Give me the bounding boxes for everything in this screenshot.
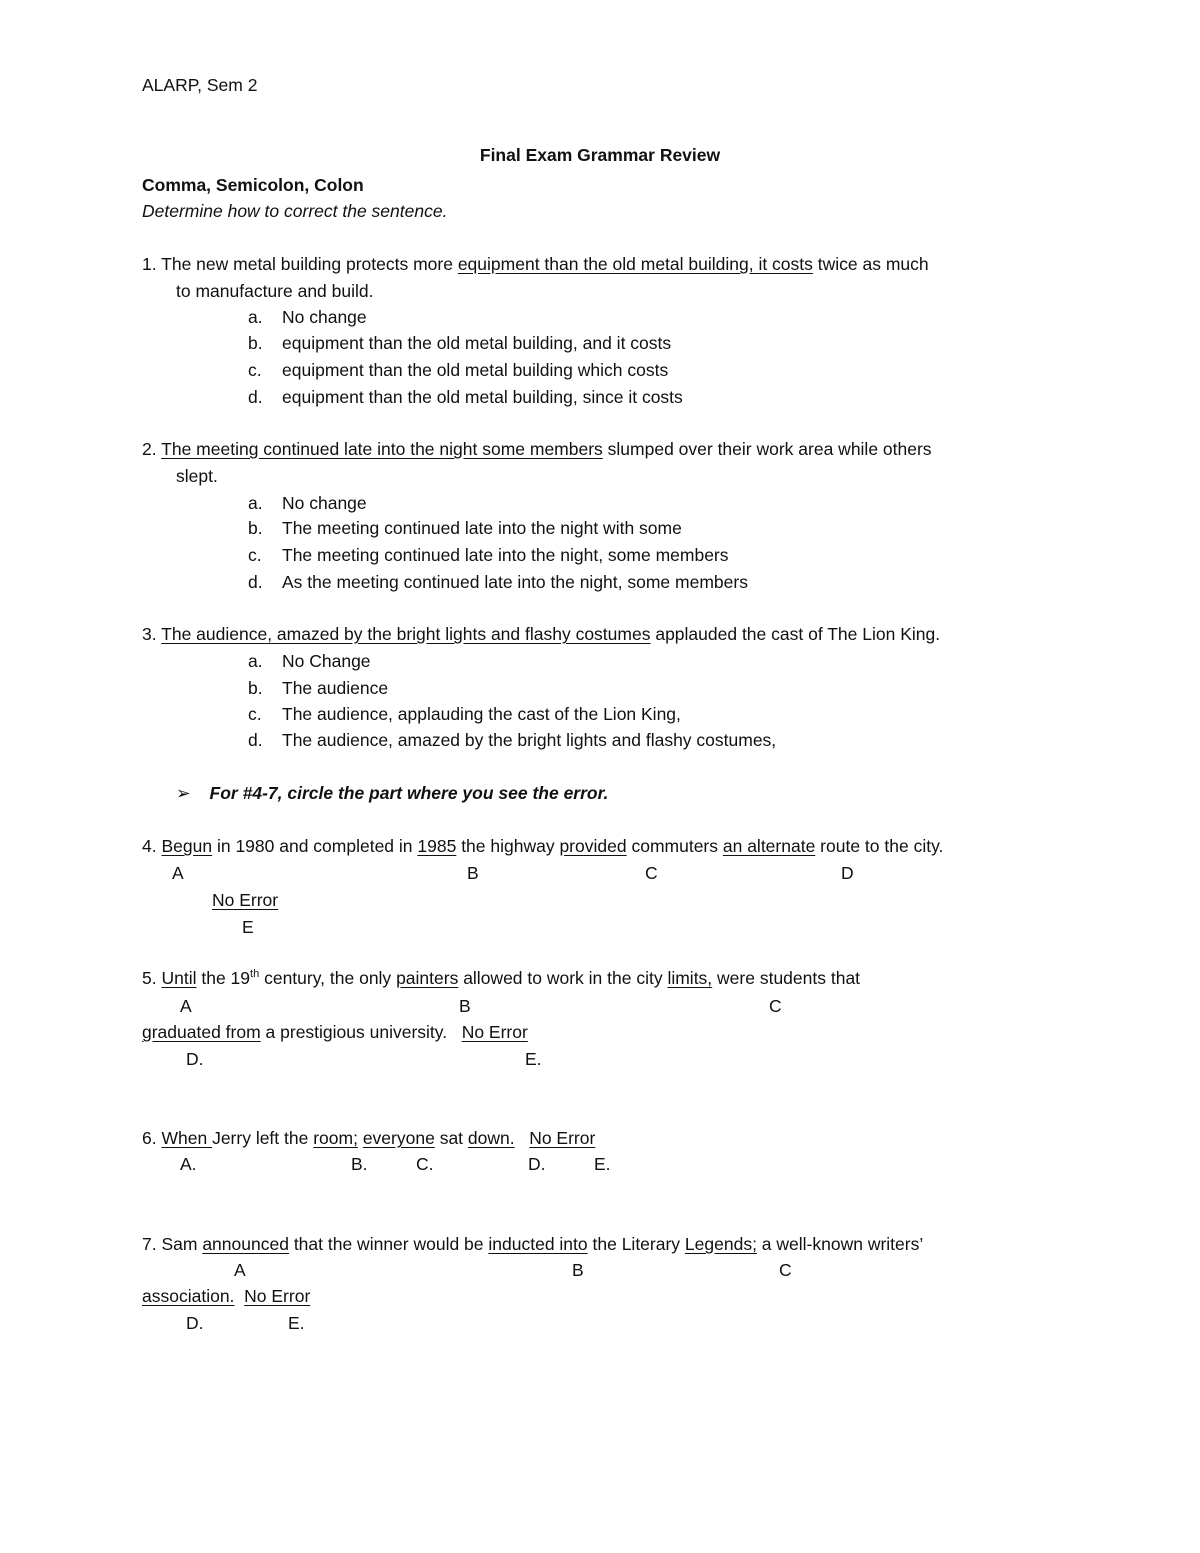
choice-d-segment[interactable]: down. — [467, 1128, 515, 1148]
choice-label-c: C — [645, 863, 658, 883]
choice-label-d: D — [841, 863, 854, 883]
question-text: century, the only — [259, 968, 397, 988]
question-text: allowed to work in the city — [458, 968, 668, 988]
choice-label-d: D. — [186, 1313, 204, 1333]
choice-label-c: C. — [416, 1154, 434, 1174]
choice-e-no-error[interactable]: No Error — [461, 1022, 528, 1042]
choice-label-c: C — [769, 996, 782, 1016]
question-text: a well-known writers’ — [756, 1234, 924, 1254]
option-letter: a. — [248, 307, 263, 327]
question-number: 2. — [142, 439, 157, 459]
option-letter: d. — [248, 572, 263, 592]
underlined-segment: The meeting continued late into the night some members — [161, 439, 603, 459]
question-text: that the winner would be — [288, 1234, 489, 1254]
course-header: ALARP, Sem 2 — [142, 75, 258, 95]
choice-label-b: B. — [351, 1154, 368, 1174]
question-6-stem — [142, 1130, 595, 1148]
question-2-stem — [142, 441, 932, 459]
option-text: equipment than the old metal building which costs — [282, 360, 669, 380]
choice-d-segment[interactable]: graduated from — [142, 1022, 261, 1042]
choice-a-segment[interactable]: announced — [202, 1234, 289, 1254]
question-5-stem — [142, 970, 860, 988]
section-heading: Comma, Semicolon, Colon — [142, 175, 364, 195]
choice-label-a: A — [180, 996, 192, 1016]
option-text: No Change — [282, 651, 371, 671]
choice-label-b: B — [459, 996, 471, 1016]
choice-b-segment[interactable]: room; — [313, 1128, 358, 1148]
question-number: 1. — [142, 254, 157, 274]
question-text: Jerry left the — [212, 1128, 314, 1148]
option-text: The audience — [282, 678, 389, 698]
option-letter: b. — [248, 678, 263, 698]
option-text: The audience, amazed by the bright lights and flashy costumes, — [282, 730, 777, 750]
choice-label-d: D. — [528, 1154, 546, 1174]
question-text: the 19 — [196, 968, 251, 988]
question-text: route to the city. — [815, 836, 944, 856]
page-title: Final Exam Grammar Review — [479, 145, 721, 165]
question-text: twice as much — [812, 254, 929, 274]
question-number: 6. — [142, 1128, 157, 1148]
question-7-line2 — [142, 1288, 310, 1306]
option-text: No change — [282, 307, 367, 327]
question-4-stem — [142, 838, 943, 856]
question-text: slumped over their work area while others — [602, 439, 932, 459]
question-text: in 1980 and completed in — [212, 836, 418, 856]
underlined-segment: The audience, amazed by the bright lights and flashy costumes — [161, 624, 651, 644]
underlined-segment: equipment than the old metal building, it costs — [457, 254, 813, 274]
instruction-note — [176, 785, 608, 803]
choice-a-segment[interactable]: When — [161, 1128, 213, 1148]
option-letter: d. — [248, 730, 263, 750]
option-letter: b. — [248, 518, 263, 538]
question-number: 5. — [142, 968, 157, 988]
question-1-line2: to manufacture and build. — [176, 281, 374, 301]
choice-label-a: A — [234, 1260, 246, 1280]
choice-b-segment[interactable]: painters — [396, 968, 459, 988]
choice-a-segment[interactable]: Until — [161, 968, 197, 988]
choice-c-segment[interactable]: provided — [559, 836, 627, 856]
question-text: were students that — [712, 968, 861, 988]
question-text: commuters — [626, 836, 723, 856]
question-text: a prestigious university. — [260, 1022, 462, 1042]
choice-c-segment[interactable]: Legends; — [684, 1234, 757, 1254]
choice-label-d: D. — [186, 1049, 204, 1069]
choice-label-e: E — [242, 917, 254, 937]
option-text: The audience, applauding the cast of the Lion King, — [282, 704, 681, 724]
option-text: The meeting continued late into the night with some — [282, 518, 682, 538]
question-1-stem — [142, 256, 929, 274]
choice-d-segment[interactable]: an alternate — [722, 836, 816, 856]
option-text: No change — [282, 493, 367, 513]
choice-e-no-error[interactable]: No Error — [529, 1128, 596, 1148]
arrow-bullet-icon: ➢ — [176, 783, 191, 803]
question-text: Sam — [156, 1234, 203, 1254]
question-2-line2: slept. — [176, 466, 218, 486]
question-text: applauded the cast of The Lion King. — [650, 624, 941, 644]
option-letter: c. — [248, 704, 262, 724]
option-text: As the meeting continued late into the night, some members — [282, 572, 748, 592]
option-letter: c. — [248, 545, 262, 565]
question-7-stem — [142, 1236, 923, 1254]
choice-label-b: B — [467, 863, 479, 883]
choice-a-segment[interactable]: Begun — [161, 836, 213, 856]
question-text — [234, 1286, 244, 1306]
choice-b-segment[interactable]: inducted into — [488, 1234, 588, 1254]
choice-e-no-error[interactable]: No Error — [212, 890, 279, 910]
question-5-line2 — [142, 1024, 528, 1042]
note-text: For #4-7, circle the part where you see the error. — [209, 783, 609, 803]
superscript: th — [250, 968, 260, 980]
choice-label-e: E. — [594, 1154, 611, 1174]
question-number: 7. — [142, 1234, 157, 1254]
choice-label-e: E. — [525, 1049, 542, 1069]
question-text: the highway — [456, 836, 560, 856]
choice-label-a: A. — [180, 1154, 197, 1174]
choice-label-a: A — [172, 863, 184, 883]
option-letter: c. — [248, 360, 262, 380]
choice-b-segment[interactable]: 1985 — [417, 836, 457, 856]
question-text: the Literary — [587, 1234, 685, 1254]
choice-c-segment[interactable]: everyone — [362, 1128, 435, 1148]
option-letter: b. — [248, 333, 263, 353]
choice-c-segment[interactable]: limits, — [667, 968, 713, 988]
option-letter: a. — [248, 651, 263, 671]
question-number: 3. — [142, 624, 157, 644]
section-instruction: Determine how to correct the sentence. — [142, 201, 448, 221]
option-letter: d. — [248, 387, 263, 407]
choice-d-segment[interactable]: association. — [142, 1286, 235, 1306]
choice-label-b: B — [572, 1260, 584, 1280]
option-text: equipment than the old metal building, since it costs — [282, 387, 683, 407]
question-text — [515, 1128, 530, 1148]
option-text: equipment than the old metal building, and it costs — [282, 333, 672, 353]
question-3-stem — [142, 626, 940, 644]
option-letter: a. — [248, 493, 263, 513]
choice-label-c: C — [779, 1260, 792, 1280]
question-text: sat — [434, 1128, 468, 1148]
choice-label-e: E. — [288, 1313, 305, 1333]
question-number: 4. — [142, 836, 157, 856]
option-text: The meeting continued late into the night, some members — [282, 545, 729, 565]
choice-e-no-error[interactable]: No Error — [244, 1286, 311, 1306]
question-text: The new metal building protects more — [161, 254, 458, 274]
